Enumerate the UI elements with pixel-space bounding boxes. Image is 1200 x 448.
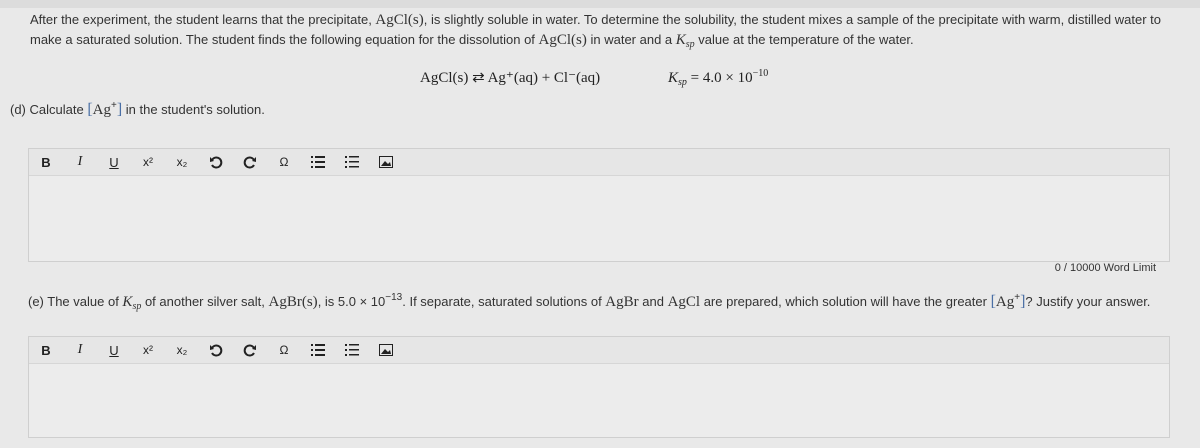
superscript-button[interactable]: x² [143,155,153,169]
bold-button[interactable]: B [41,154,51,170]
undo-icon[interactable] [199,337,233,363]
subscript-button[interactable]: x₂ [176,155,188,169]
italic-button[interactable]: I [77,154,83,169]
numbered-list-icon[interactable] [301,337,335,363]
intro-paragraph [30,10,1190,55]
intro-text: , is slightly soluble in water. To determine the solubility, the student mixes a sample of the precipitate with warm, distilled water to make a saturated solution. The student finds the following equation for the dissolution of [30,12,1162,47]
underline-button[interactable]: U [109,342,119,358]
ksp-expression: $K_{sp} = 4.0 \times 10^{-10}$ [668,68,769,88]
question-e: (e) The value of $K_{sp}$ of another silver salt, AgBr(s), is $5.0 \times 10^{-13}$. If separate, saturated solutions of AgBr and AgCl are prepared, which solution will have the greater [Ag+]? Justify your answer. [28,292,1151,312]
equation-row [0,68,1200,92]
ksp-symbol: $K_{sp}$ [675,32,695,50]
editor-toolbar [29,149,1169,176]
dissolution-equation: AgCl(s) ⇄ Ag⁺(aq) + Cl⁻(aq) [420,70,601,86]
answer-editor-e[interactable] [28,336,1170,438]
bold-button[interactable]: B [41,342,51,358]
bullet-list-icon[interactable] [335,337,369,363]
image-icon[interactable] [369,149,403,175]
word-limit-counter: 0 / 10000 Word Limit [1054,262,1156,274]
undo-icon[interactable] [199,149,233,175]
intro-text: After the experiment, the student learns that the precipitate, [30,12,376,27]
editor-toolbar [29,337,1169,364]
underline-button[interactable]: U [109,154,119,170]
intro-text: value at the temperature of the water. [694,32,914,47]
image-icon[interactable] [369,337,403,363]
numbered-list-icon[interactable] [301,149,335,175]
redo-icon[interactable] [233,337,267,363]
subscript-button[interactable]: x₂ [176,343,188,357]
answer-text-area[interactable] [29,364,1169,448]
answer-editor-d[interactable] [28,148,1170,262]
top-strip [0,0,1200,8]
superscript-button[interactable]: x² [143,343,153,357]
agcl-formula: AgCl(s) [538,32,587,48]
answer-text-area[interactable] [29,176,1169,260]
agcl-formula: AgCl(s) [375,12,424,28]
special-character-button[interactable]: Ω [279,343,289,357]
bullet-list-icon[interactable] [335,149,369,175]
intro-text: in water and a [586,32,676,47]
redo-icon[interactable] [233,149,267,175]
italic-button[interactable]: I [77,342,83,357]
special-character-button[interactable]: Ω [279,155,289,169]
question-d: (d) Calculate [Ag+] in the student's solution. [10,100,265,118]
